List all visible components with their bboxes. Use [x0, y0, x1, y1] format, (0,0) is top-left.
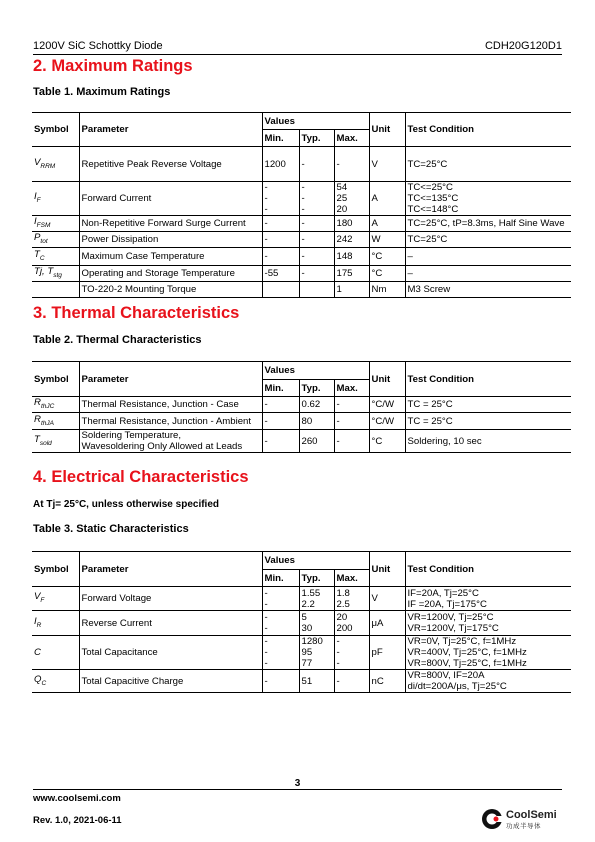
cell-param: Maximum Case Temperature [79, 248, 262, 266]
col-header-symbol: Symbol [32, 362, 79, 397]
cell-max: 54 25 20 [334, 182, 369, 216]
col-header-typ: Typ. [299, 570, 334, 587]
logo-text: CoolSemi [506, 809, 557, 821]
col-header-parameter: Parameter [79, 552, 262, 587]
cell-symbol [32, 282, 79, 298]
cell-param: Operating and Storage Temperature [79, 266, 262, 282]
cell-symbol [32, 147, 79, 182]
symbol-subscript: thJC [40, 402, 55, 410]
cell-param: Thermal Resistance, Junction - Case [79, 397, 262, 413]
cell-symbol [32, 266, 79, 282]
symbol-subscript: F [36, 196, 41, 204]
cell-cond: TC=25°C [405, 147, 571, 182]
cell-max: - - - [334, 636, 369, 670]
cell-min: - - [262, 587, 299, 611]
table-row [32, 430, 571, 453]
cell-typ: - [299, 266, 334, 282]
table-row [32, 611, 571, 636]
cell-param: Forward Current [79, 182, 262, 216]
table-row [32, 397, 571, 413]
cell-cond: – [405, 266, 571, 282]
col-header-min: Min. [262, 380, 299, 397]
cell-min: - - - [262, 636, 299, 670]
col-header-unit: Unit [369, 113, 405, 147]
cell-cond: TC = 25°C [405, 413, 571, 430]
cell-unit: °C [369, 266, 405, 282]
cell-cond: VR=800V, IF=20A di/dt=200A/μs, Tj=25°C [405, 670, 571, 693]
cell-cond: IF=20A, Tj=25°C IF =20A, Tj=175°C [405, 587, 571, 611]
symbol-base: I [34, 191, 37, 203]
cell-min: - [262, 413, 299, 430]
table-row [32, 248, 571, 266]
symbol-base: Tj, T [34, 266, 54, 278]
col-header-min: Min. [262, 130, 299, 147]
cell-min: - [262, 670, 299, 693]
section-title-electrical: 4. Electrical Characteristics [33, 468, 249, 486]
symbol-subscript: RRM [40, 162, 56, 170]
symbol-base: P [34, 232, 41, 244]
symbol-subscript: thJA [40, 419, 54, 427]
col-header-unit: Unit [369, 362, 405, 397]
cell-cond: – [405, 248, 571, 266]
symbol-base: I [34, 615, 37, 627]
symbol-base: T [34, 433, 40, 445]
cell-max: - [334, 413, 369, 430]
cell-unit: °C/W [369, 397, 405, 413]
coolsemi-logo [481, 806, 565, 832]
cell-cond: TC = 25°C [405, 397, 571, 413]
cell-typ: 1280 95 77 [299, 636, 334, 670]
cell-min: -55 [262, 266, 299, 282]
cell-symbol [32, 670, 79, 693]
cell-symbol [32, 232, 79, 248]
table-row [32, 282, 571, 298]
cell-min: - [262, 248, 299, 266]
cell-max: 20 200 [334, 611, 369, 636]
col-header-max: Max. [334, 570, 369, 587]
cell-unit: °C/W [369, 413, 405, 430]
page-header [33, 40, 562, 55]
page-number: 3 [294, 778, 301, 789]
cell-symbol [32, 636, 79, 670]
col-header-typ: Typ. [299, 130, 334, 147]
cell-typ: 80 [299, 413, 334, 430]
table2-caption: Table 2. Thermal Characteristics [33, 334, 202, 346]
table-row [32, 670, 571, 693]
cell-unit: W [369, 232, 405, 248]
section-title-thermal: 3. Thermal Characteristics [33, 304, 240, 322]
cell-max: - [334, 430, 369, 453]
cell-min: - [262, 430, 299, 453]
cell-symbol [32, 397, 79, 413]
table-row [32, 587, 571, 611]
cell-unit: °C [369, 248, 405, 266]
cell-symbol [32, 587, 79, 611]
table-row [32, 232, 571, 248]
cell-max: - [334, 147, 369, 182]
table-row [32, 147, 571, 182]
cell-typ: 1.55 2.2 [299, 587, 334, 611]
col-header-typ: Typ. [299, 380, 334, 397]
cell-unit: V [369, 587, 405, 611]
cell-param: Non-Repetitive Forward Surge Current [79, 216, 262, 232]
cell-typ: - [299, 216, 334, 232]
cell-cond: TC=25°C [405, 232, 571, 248]
col-header-max: Max. [334, 380, 369, 397]
col-header-max: Max. [334, 130, 369, 147]
cell-typ [299, 282, 334, 298]
table1-caption: Table 1. Maximum Ratings [33, 86, 171, 98]
col-header-values: Values [262, 552, 369, 570]
cell-param: Forward Voltage [79, 587, 262, 611]
symbol-subscript: FSM [36, 221, 51, 229]
col-header-test-condition: Test Condition [405, 552, 571, 587]
cell-unit: nC [369, 670, 405, 693]
cell-max: - [334, 670, 369, 693]
symbol-base: T [34, 249, 40, 261]
header-part-number: CDH20G120D1 [484, 40, 562, 52]
cell-max: 1.8 2.5 [334, 587, 369, 611]
cell-symbol [32, 182, 79, 216]
col-header-values: Values [262, 362, 369, 380]
cell-unit: μA [369, 611, 405, 636]
cell-unit: V [369, 147, 405, 182]
table-row [32, 182, 571, 216]
cell-cond: VR=0V, Tj=25°C, f=1MHz VR=400V, Tj=25°C, f=1MHz VR=800V, Tj=25°C, f=1MHz [405, 636, 571, 670]
cell-min: - - - [262, 182, 299, 216]
cell-cond: TC=25°C, tP=8.3ms, Half Sine Wave [405, 216, 571, 232]
header-product: 1200V SiC Schottky Diode [33, 40, 163, 52]
section-title-max-ratings: 2. Maximum Ratings [33, 57, 193, 75]
col-header-min: Min. [262, 570, 299, 587]
cell-param: Total Capacitive Charge [79, 670, 262, 693]
cell-param: Power Dissipation [79, 232, 262, 248]
cell-min: - [262, 232, 299, 248]
cell-param: Soldering Temperature, Wavesoldering Only Allowed at Leads [79, 430, 262, 453]
symbol-base: R [34, 413, 41, 425]
cell-unit: pF [369, 636, 405, 670]
col-header-parameter: Parameter [79, 113, 262, 147]
cell-cond: TC<=25°C TC<=135°C TC<=148°C [405, 182, 571, 216]
table3-caption: Table 3. Static Characteristics [33, 523, 189, 535]
cell-max: 242 [334, 232, 369, 248]
symbol-subscript: sold [39, 439, 52, 447]
col-header-values: Values [262, 113, 369, 130]
cell-unit: A [369, 216, 405, 232]
electrical-condition-note: At Tj= 25°C, unless otherwise specified [33, 499, 220, 510]
cell-min: - [262, 216, 299, 232]
cell-param: Reverse Current [79, 611, 262, 636]
cell-typ: - [299, 248, 334, 266]
cell-symbol [32, 413, 79, 430]
table-static [32, 551, 571, 693]
cell-symbol [32, 430, 79, 453]
cell-param: Thermal Resistance, Junction - Ambient [79, 413, 262, 430]
cell-unit: A [369, 182, 405, 216]
symbol-base: I [34, 216, 37, 228]
cell-min: - - [262, 611, 299, 636]
coolsemi-logo-icon [481, 808, 503, 830]
cell-param: Repetitive Peak Reverse Voltage [79, 147, 262, 182]
col-header-symbol: Symbol [32, 113, 79, 147]
cell-param: TO-220-2 Mounting Torque [79, 282, 262, 298]
cell-symbol [32, 248, 79, 266]
symbol-base: R [34, 397, 41, 409]
cell-min [262, 282, 299, 298]
cell-typ: - [299, 147, 334, 182]
table-row [32, 266, 571, 282]
table-max-ratings [32, 112, 571, 298]
symbol-subscript: F [40, 596, 45, 604]
symbol-subscript: C [39, 254, 45, 262]
footer-website: www.coolsemi.com [33, 793, 121, 804]
col-header-test-condition: Test Condition [405, 362, 571, 397]
symbol-subscript: R [36, 621, 42, 629]
cell-typ: 51 [299, 670, 334, 693]
cell-max: 1 [334, 282, 369, 298]
cell-max: 175 [334, 266, 369, 282]
logo-chinese-text: 功成半导体 [506, 823, 541, 830]
table-row [32, 413, 571, 430]
cell-max: 148 [334, 248, 369, 266]
footer-rule [33, 789, 562, 790]
symbol-base: Q [34, 673, 42, 685]
cell-typ: 260 [299, 430, 334, 453]
symbol-base: V [34, 591, 41, 603]
cell-symbol [32, 216, 79, 232]
col-header-test-condition: Test Condition [405, 113, 571, 147]
cell-cond: VR=1200V, Tj=25°C VR=1200V, Tj=175°C [405, 611, 571, 636]
cell-typ: - - - [299, 182, 334, 216]
cell-typ: 5 30 [299, 611, 334, 636]
cell-symbol [32, 611, 79, 636]
symbol-base: C [34, 647, 41, 658]
table-row [32, 216, 571, 232]
cell-param: Total Capacitance [79, 636, 262, 670]
symbol-base: V [34, 156, 41, 168]
cell-max: - [334, 397, 369, 413]
cell-typ: 0.62 [299, 397, 334, 413]
col-header-parameter: Parameter [79, 362, 262, 397]
cell-unit: °C [369, 430, 405, 453]
symbol-subscript: C [41, 679, 47, 687]
table-row [32, 636, 571, 670]
footer-revision: Rev. 1.0, 2021-06-11 [33, 815, 122, 826]
cell-max: 180 [334, 216, 369, 232]
cell-cond: M3 Screw [405, 282, 571, 298]
symbol-subscript: tot [40, 237, 48, 245]
symbol-subscript: stg [53, 271, 62, 279]
cell-min: 1200 [262, 147, 299, 182]
col-header-symbol: Symbol [32, 552, 79, 587]
cell-typ: - [299, 232, 334, 248]
cell-cond: Soldering, 10 sec [405, 430, 571, 453]
cell-unit: Nm [369, 282, 405, 298]
cell-min: - [262, 397, 299, 413]
col-header-unit: Unit [369, 552, 405, 587]
table-thermal [32, 361, 571, 453]
